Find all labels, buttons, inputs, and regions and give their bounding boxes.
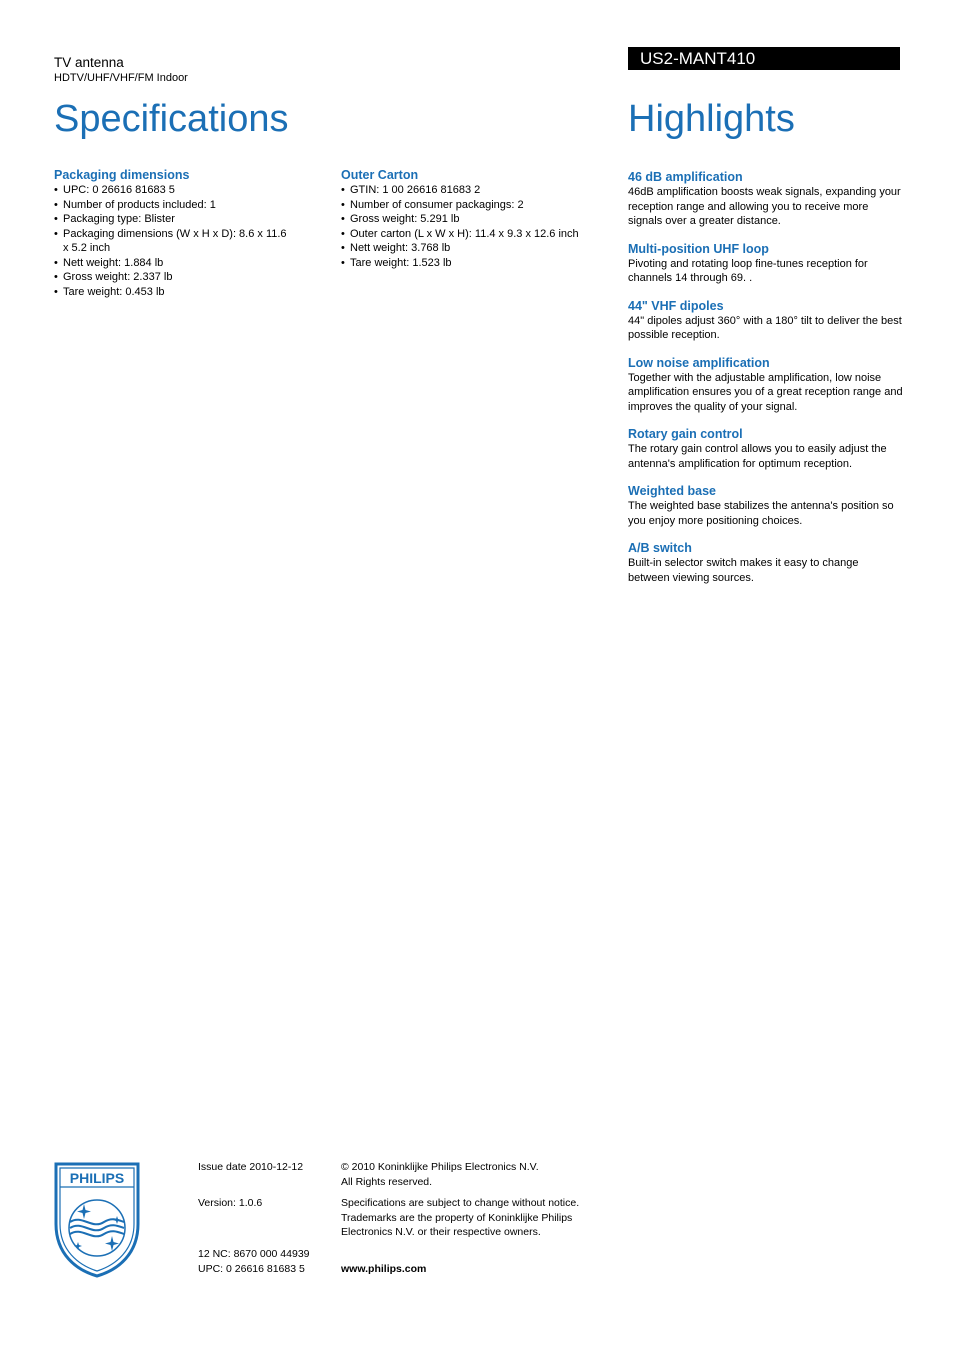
- spec-item: • Number of consumer packagings: 2: [341, 198, 621, 213]
- highlight-heading: Multi-position UHF loop: [628, 241, 769, 256]
- spec-section-heading: Outer Carton: [341, 168, 419, 182]
- spec-item: • GTIN: 1 00 26616 81683 2: [341, 183, 621, 198]
- highlights-list: [628, 170, 903, 598]
- highlight-item: [628, 242, 903, 286]
- spec-item: • Tare weight: 1.523 lb: [341, 256, 621, 271]
- highlight-text: The weighted base stabilizes the antenna's position so you enjoy more positioning choices.: [628, 500, 894, 527]
- version: Version: 1.0.6: [198, 1196, 263, 1209]
- spec-section-packaging: [54, 168, 294, 299]
- highlight-text: The rotary gain control allows you to easily adjust the antenna's amplification for optimum reception.: [628, 443, 887, 470]
- philips-shield-logo: [54, 1162, 140, 1278]
- upc-number: UPC: 0 26616 81683 5: [198, 1262, 305, 1275]
- footer-legal: [341, 1160, 601, 1276]
- shield-icon: [54, 1162, 140, 1278]
- highlight-item: [628, 356, 903, 415]
- spec-item: • Nett weight: 3.768 lb: [341, 241, 621, 256]
- spec-item: • Tare weight: 0.453 lb: [54, 285, 294, 300]
- spec-item: • Outer carton (L x W x H): 11.4 x 9.3 x 12.6 inch: [341, 227, 621, 242]
- highlight-item: [628, 427, 903, 471]
- model-number-bar: US2-MANT410: [628, 47, 900, 70]
- spec-item: • UPC: 0 26616 81683 5: [54, 183, 294, 198]
- highlight-text: Built-in selector switch makes it easy to change between viewing sources.: [628, 557, 859, 584]
- copyright-line: © 2010 Koninklijke Philips Electronics N.V.: [341, 1161, 539, 1173]
- highlight-item: [628, 170, 903, 229]
- highlight-text: Pivoting and rotating loop fine-tunes reception for channels 14 through 69. .: [628, 257, 868, 284]
- product-type: TV antenna: [54, 55, 124, 70]
- notice-line: Specifications are subject to change without notice.: [341, 1197, 580, 1209]
- highlight-heading: Rotary gain control: [628, 427, 743, 441]
- specifications-title: Specifications: [54, 98, 289, 140]
- spec-item: • Nett weight: 1.884 lb: [54, 256, 294, 271]
- highlight-item: [628, 541, 903, 585]
- spec-item: • Number of products included: 1: [54, 198, 294, 213]
- spec-list: [54, 183, 294, 299]
- highlight-text: 46dB amplification boosts weak signals, expanding your reception range and allowing you to receive more signals over a greater distance.: [628, 186, 901, 227]
- spec-section-heading: Packaging dimensions: [54, 168, 190, 182]
- highlight-heading: Low noise amplification: [628, 355, 770, 370]
- notice-line: Electronics N.V. or their respective owners.: [341, 1226, 541, 1238]
- copyright-rights: All Rights reserved.: [341, 1175, 433, 1188]
- highlight-heading: 44" VHF dipoles: [628, 298, 724, 313]
- nc-number: 12 NC: 8670 000 44939: [198, 1248, 310, 1260]
- issue-date: Issue date 2010-12-12: [198, 1161, 304, 1173]
- highlights-title: Highlights: [628, 98, 795, 140]
- product-subtype: HDTV/UHF/VHF/FM Indoor: [54, 72, 188, 84]
- spec-item: • Packaging type: Blister: [54, 212, 294, 227]
- footer-issue-info: [198, 1160, 333, 1276]
- spec-item: • Gross weight: 5.291 lb: [341, 212, 621, 227]
- highlight-item: [628, 299, 903, 343]
- spec-item: • Packaging dimensions (W x H x D): 8.6 x 11.6 x 5.2 inch: [54, 227, 294, 256]
- highlight-heading: Weighted base: [628, 484, 716, 498]
- website-link[interactable]: www.philips.com: [341, 1262, 427, 1275]
- highlight-heading: 46 dB amplification: [628, 170, 743, 184]
- highlight-heading: A/B switch: [628, 541, 692, 555]
- notice-line: Trademarks are the property of Koninklijke Philips: [341, 1211, 573, 1224]
- spec-section-outer-carton: [341, 168, 621, 270]
- spec-list: [341, 183, 621, 270]
- logo-wordmark: PHILIPS: [69, 1170, 125, 1186]
- spec-item: • Gross weight: 2.337 lb: [54, 270, 294, 285]
- highlight-item: [628, 484, 903, 528]
- highlight-text: Together with the adjustable amplification, low noise amplification ensures you of a great reception range and improves the quality of your signal.: [628, 371, 903, 413]
- highlight-text: 44" dipoles adjust 360° with a 180° tilt to deliver the best possible reception.: [628, 314, 902, 341]
